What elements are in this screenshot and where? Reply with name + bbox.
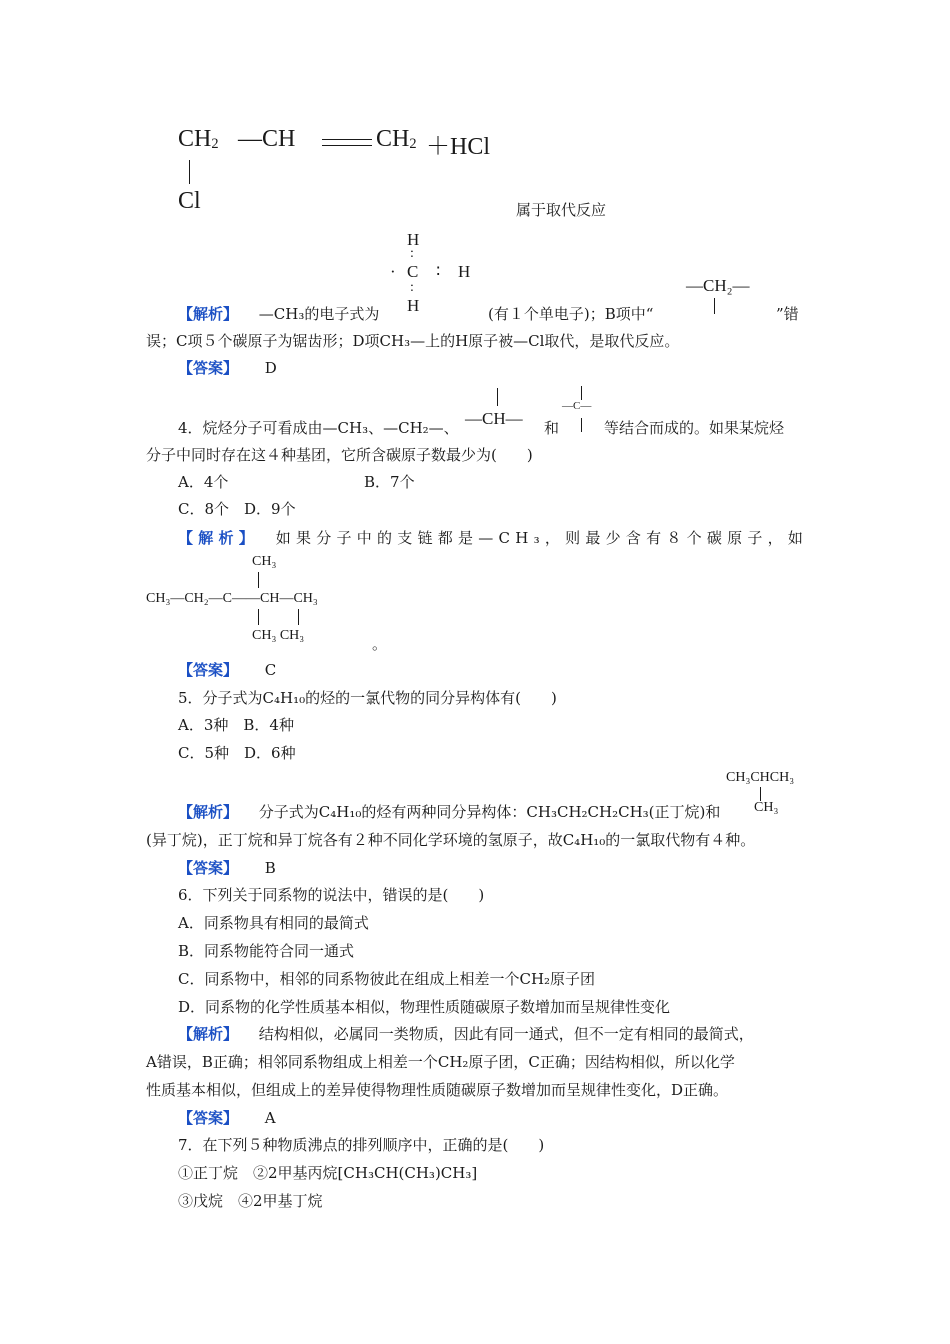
q5-analysis-line1: 【解析】 分子式为C₄H₁₀的烃有两种同分异构体：CH₃CH₂CH₂CH₃(正丁烷)和: [178, 803, 721, 821]
q4-option-a: A．4个: [178, 473, 229, 491]
reaction-ch: —CH: [238, 126, 296, 152]
q7-stem: 7．在下列５种物质沸点的排列顺序中，正确的是( ): [178, 1136, 545, 1154]
reaction-plus-hcl: ＋HCl: [426, 134, 491, 160]
q5-analysis-line2: (异丁烷)，正丁烷和异丁烷各有２种不同化学环境的氢原子，故C₄H₁₀的一氯取代物有４种。: [146, 831, 756, 849]
q5-isobutane-bond: [760, 787, 761, 801]
q4-struct-bond-bottom-1: [258, 609, 259, 625]
electron-pair-top: :: [410, 246, 413, 261]
q4-period: 。: [372, 635, 388, 653]
reaction-bond-vertical: [189, 160, 190, 184]
q3-analysis-line1: 【解析】 —CH₃的电子式为: [178, 305, 380, 323]
double-bond-bottom: [322, 145, 372, 146]
q4-analysis: 【解析】 如果分子中的支链都是—CH₃，则最少含有８个碳原子，如: [178, 529, 809, 547]
q3-ch2-bond: [714, 298, 715, 314]
analysis-tag: 【解析】: [178, 305, 239, 323]
q3-answer: 【答案】 D: [178, 359, 277, 377]
q4-c-bond-bottom: [581, 418, 582, 432]
electron-h-bottom: H: [407, 296, 420, 315]
q4-option-b: B．7个: [364, 473, 415, 491]
q6-analysis-line1: 【解析】 结构相似，必属同一类物质，因此有同一通式，但不一定有相同的最简式，: [178, 1025, 754, 1043]
q4-struct-bottom: CH₃ CH₃: [252, 628, 305, 643]
q7-items-3-4: ③戊烷 ④2甲基丁烷: [178, 1192, 323, 1210]
q4-struct-bond-bottom-2: [298, 609, 299, 625]
q5-isobutane-bottom: CH₃: [754, 800, 779, 815]
analysis-tag: 【解析】: [178, 1025, 239, 1043]
electron-pair-bottom: :: [410, 280, 414, 295]
q4-and: 和: [544, 419, 560, 437]
q3-analysis-line1-c: ”错: [776, 305, 799, 323]
q5-answer: 【答案】 B: [178, 859, 276, 877]
q6-option-a: A．同系物具有相同的最简式: [178, 914, 369, 932]
q5-option-ab: A．3种 B．4种: [178, 716, 294, 734]
q5-option-cd: C．5种 D．6种: [178, 744, 296, 762]
electron-c: C: [407, 262, 419, 281]
q6-analysis-line3: 性质基本相似，但组成上的差异使得物理性质随碳原子数增加而呈规律性变化，D正确。: [146, 1081, 729, 1099]
answer-tag: 【答案】: [178, 661, 239, 679]
q6-option-c: C．同系物中，相邻的同系物彼此在组成上相差一个CH₂原子团: [178, 970, 596, 988]
q4-ch-group: —CH—: [465, 409, 523, 428]
q4-answer: 【答案】 C: [178, 661, 277, 679]
answer-tag: 【答案】: [178, 1109, 239, 1127]
q4-struct-main: CH₃—CH₂—C——CH—CH₃: [146, 591, 318, 606]
q4-struct-bond-top: [258, 572, 259, 588]
q4-stem-line2: 分子中同时存在这４种基团，它所含碳原子数最少为( ): [146, 446, 533, 464]
electron-h-top: H: [407, 230, 420, 249]
q6-stem: 6．下列关于同系物的说法中，错误的是( ): [178, 886, 485, 904]
q4-c-group: —C—: [562, 400, 592, 412]
reaction-ch2-left: $CH_2$: [178, 126, 219, 153]
q6-option-d: D．同系物的化学性质基本相似，物理性质随碳原子数增加而呈规律性变化: [178, 998, 671, 1016]
reaction-cl: Cl: [178, 188, 201, 214]
q6-answer: 【答案】 A: [178, 1109, 276, 1127]
q4-stem-line1-b: 等结合而成的。如果某烷烃: [604, 419, 785, 437]
q5-stem: 5．分子式为C₄H₁₀的烃的一氯代物的同分异构体有( ): [178, 689, 557, 707]
q6-option-b: B．同系物能符合同一通式: [178, 942, 355, 960]
answer-tag: 【答案】: [178, 359, 239, 377]
q6-analysis-line2: A错误，B正确；相邻同系物组成上相差一个CH₂原子团，C正确；因结构相似，所以化学: [146, 1053, 735, 1071]
q3-ch2-group: —CH₂—: [686, 276, 750, 295]
q3-analysis-line1-b: (有１个单电子)；B项中“: [488, 305, 654, 323]
q4-struct-top: CH₃: [252, 554, 277, 569]
q4-c-bond-top: [581, 386, 582, 400]
answer-tag: 【答案】: [178, 859, 239, 877]
analysis-tag: 【解析】: [178, 803, 239, 821]
q4-ch-bond: [497, 388, 498, 406]
analysis-tag: 【解析】: [178, 529, 260, 547]
electron-dot-left: ·: [390, 262, 396, 281]
electron-colon: ∶: [436, 262, 441, 281]
q4-stem-line1: 4．烷烃分子可看成由—CH₃、—CH₂—、: [178, 419, 459, 437]
reaction-ch2-right: $CH_2$: [376, 126, 417, 153]
electron-h-right: H: [458, 262, 471, 281]
q4-option-cd: C．8个 D．9个: [178, 500, 296, 518]
reaction-note: 属于取代反应: [516, 201, 607, 219]
q7-items-1-2: ①正丁烷 ②2甲基丙烷[CH₃CH(CH₃)CH₃]: [178, 1164, 478, 1182]
q5-isobutane-top: CH₃CHCH₃: [726, 770, 795, 785]
double-bond-top: [322, 139, 372, 140]
q3-analysis-line2: 误；C项５个碳原子为锯齿形；D项CH₃—上的H原子被—Cl取代，是取代反应。: [146, 332, 680, 350]
